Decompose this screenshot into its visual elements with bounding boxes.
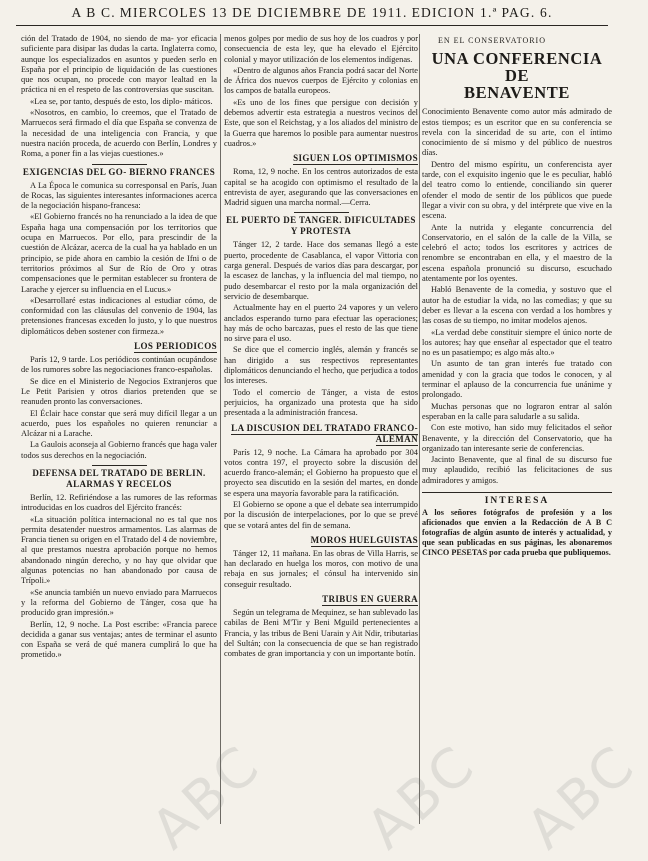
- article-paragraph: «Dentro de algunos años Francia podrá sacar del Norte de África dos nuevos cuerpos de Ejército y colonias en los campos de batalla europeos.: [224, 65, 418, 96]
- section-heading: [224, 594, 418, 605]
- article-paragraph: Muchas personas que no lograron entrar al salón esperaban en la calle para saludarle a su salida.: [422, 401, 612, 421]
- heading-rule: [92, 465, 147, 466]
- article-paragraph: Conocimiento Benavente como autor más admirado de estos tiempos; es un escritor que en su conferencia se revela con la sinceridad de su arte, con el íntimo conocimiento de sí mismo y del público de nuestros días.: [422, 107, 612, 158]
- section-heading: [224, 153, 418, 164]
- section-heading-text: TRIBUS EN GUERRA: [322, 594, 418, 605]
- article-paragraph: «La situación política internacional no es tal que nos permita desatender nuestros armamentos. Las alarmas de Francia tienen su origen en el Tratado del 4 de noviembre, al que prestamos nuestra aprobación porque no hemos abandonado ningún derecho, y no hay que olvidar que algunas potencias no han abandonado por causa de Trípoli.»: [21, 514, 217, 586]
- article-paragraph: La Gaulois aconseja al Gobierno francés que haga valer todos sus derechos en la negociación.: [21, 440, 217, 460]
- article-paragraph: Actualmente hay en el puerto 24 vapores y un velero anclados esperando turno para efectuar las operaciones; hay más de ocho barcazas, pues el resto de las que tiene no sirve para el uso.: [224, 303, 418, 344]
- section-heading: [224, 212, 418, 237]
- section-heading: [21, 341, 217, 352]
- article-paragraph: Se dice que el comercio inglés, alemán y francés se han dirigido a sus respectivos representantes diplomáticos denunciando el hecho, que perjudica a todos los intereses.: [224, 345, 418, 386]
- section-heading: [21, 164, 217, 178]
- article-paragraph: Tánger 12, 11 mañana. En las obras de Villa Harris, se han declarado en huelga los moros, con motivo de una rebaja en sus jornales; el cónsul ha intervenido sin conseguir resultado.: [224, 548, 418, 589]
- section-heading-text: EL PUERTO DE TANGER. DIFICULTADES Y PROTESTA: [226, 215, 416, 237]
- article-paragraph: A La Época le comunica su corresponsal en París, Juan de Rocas, las siguientes interesantes informaciones acerca de la negociación hispano-francesa:: [21, 180, 217, 211]
- article-paragraph: «Se anuncia también un nuevo enviado para Marruecos y la reforma del Gobierno de Tánger, cosa que ha producido gran impresión.»: [21, 587, 217, 618]
- article-paragraph: Roma, 12, 9 noche. En los centros autorizados de esta capital se ha acogido con optimismo el resultado de la entrevista de ayer, asegurando que las conversaciones en Madrid siguen una marcha normal.—Cerra.: [224, 167, 418, 208]
- column-divider: [220, 34, 221, 824]
- announcement-title: INTERESA: [484, 495, 550, 506]
- article-kicker: EN EL CONSERVATORIO: [438, 36, 546, 45]
- section-heading-text: MOROS HUELGUISTAS: [310, 534, 418, 545]
- section-heading: [224, 423, 418, 445]
- headline-line: UNA CONFERENCIA DE: [431, 49, 603, 86]
- article-paragraph: «El Gobierno francés no ha renunciado a la idea de que España haga una compensación por los territorios que ocupa en Marruecos. Por ello, para prescindir de la cuestión de Alcázar, acerca de la cual ha ya hablado en un principio, se pide ahora en cambio la cesión de Ifni o de territorios próximos al Sur de Río de Oro y otras compensaciones que le permitan establecer su frontera de Larache y ejercer su influencia en el Lucus.»: [21, 212, 217, 294]
- article-paragraph: Dentro del mismo espíritu, un conferencista ayer tarde, con el exquisito ingenio que le es peculiar, habló del teatro como lo entiende, conciliando sin querer ofender el modo de sentir de los públicos que puede llegar a vivir con su obra, y del intérprete que vive en la escena.: [422, 159, 612, 221]
- article-paragraph: París 12, 9 tarde. Los periódicos continúan ocupándose de los rumores sobre las negociaciones franco-españolas.: [21, 355, 217, 375]
- column-left: [21, 34, 217, 842]
- section-heading-text: SIGUEN LOS OPTIMISMOS: [293, 153, 418, 164]
- article-paragraph: «Desarrollaré estas indicaciones al estudiar cómo, de conformidad con las cláusulas del convenio de 1904, las pretensiones francesas exceden lo justo, y lo que nuestros diplomáticos deben sostener con firmeza.»: [21, 295, 217, 336]
- article-paragraph: Con este motivo, han sido muy felicitados el señor Benavente, y la dirección del Conservatorio, que ha organizado tan interesante serie de conferencias.: [422, 423, 612, 453]
- article-paragraph: El Gobierno se opone a que el debate sea interrumpido por la discusión de interpelaciones, por lo que se prevé que se votará antes del fin de semana.: [224, 499, 418, 530]
- section-heading: [21, 465, 217, 490]
- header-edition: EDICION 1.ª: [411, 4, 498, 20]
- article-paragraph: «Nosotros, en cambio, lo creemos, que el Tratado de Marruecos será firmado el día que España se convenza de la necesidad de una inteligencia con Francia, y que nuestra nación proceda, de acuerdo con Berlín, Londres y Roma, a poner fin a las viejas cuestiones.»: [21, 108, 217, 159]
- header-date: MIERCOLES 13 DE DICIEMBRE DE 1911.: [119, 4, 408, 20]
- article-paragraph: menos golpes por medio de sus hoy de los cuadros y por consecuencia de esta ley, que ha elevado el Ejército colonial y mayor utilización de los elementos indígenas.: [224, 34, 418, 64]
- heading-rule: [294, 212, 349, 213]
- watermark-text: ABC: [354, 732, 489, 861]
- page-header: [16, 0, 608, 26]
- article-paragraph: Según un telegrama de Mequinez, se han sublevado las cabilas de Beni M'Tir y Beni Mguild pertenecientes a Francia, y las tribus de Beni Uarain y Ait Ndir, tributarias del Sultán; con la consecuencia de que se han registrado combates de gran importancia y con un importante botín.: [224, 608, 418, 659]
- section-heading-text: DEFENSA DEL TRATADO DE BERLIN. ALARMAS Y RECELOS: [32, 467, 206, 489]
- article-paragraph: Berlín, 12, 9 noche. La Post escribe: «Francia parece decidida a ganar sus ventajas; antes de terminar el asunto con España se verá de qué manera cumplirá lo que ha prometido.»: [21, 619, 217, 660]
- heading-rule: [92, 164, 147, 165]
- article-paragraph: Un asunto de tan gran interés fue tratado con amenidad y con la gracia que todos le conocen, y al terminar el aplauso de la concurrencia fue unánime y prolongado.: [422, 359, 612, 400]
- article-paragraph: Habló Benavente de la comedia, y sostuvo que el autor ha de estudiar la vida, no las comedias; y que su deber es llevar a la escena con verdad a los hombres y las cosas de su tiempo, no imitar modelos ajenos.: [422, 285, 612, 326]
- column-middle: [224, 34, 418, 842]
- section-heading-text: EXIGENCIAS DEL GO- BIERNO FRANCES: [22, 166, 216, 177]
- article-headline: [422, 50, 612, 101]
- article-paragraph: Berlín, 12. Refiriéndose a las rumores de las reformas introducidas en los cuadros del Ejército francés:: [21, 492, 217, 513]
- watermark-text: ABC: [514, 732, 648, 861]
- article-paragraph: Se dice en el Ministerio de Negocios Extranjeros que Le Petit Parisien y otros diarios pretenden que se reanuden pronto las conversaciones.: [21, 376, 217, 407]
- header-masthead: A B C.: [71, 4, 116, 20]
- watermark-text: ABC: [139, 732, 274, 861]
- article-paragraph: El Éclair hace constar que será muy difícil llegar a un acuerdo, pues los españoles no quieren renunciar a Alcázar ni a Larache.: [21, 408, 217, 439]
- article-paragraph: París 12, 9 noche. La Cámara ha aprobado por 304 votos contra 197, el proyecto sobre la discusión del acuerdo franco-alemán; el Gobierno ha propuesto que el proyecto sea discutido en la sesión del martes, en donde se espera una mayoría favorable para la ratificación.: [224, 447, 418, 498]
- article-paragraph: Tánger 12, 2 tarde. Hace dos semanas llegó a este puerto, procedente de Casablanca, el vapor Vittoria con carga general. Después de varios días para descargar, por la escasez de lanchas, y la influencia del mal tiempo, no pudo desembarcar el resto por la mala organización del servicio de desembarque.: [224, 240, 418, 301]
- article-paragraph: Todo el comercio de Tánger, a vista de estos perjuicios, ha organizado una protesta que ha sido presentada a la administración francesa.: [224, 387, 418, 418]
- header-page-number: PAG. 6.: [501, 4, 553, 20]
- column-right: [422, 34, 612, 842]
- article-paragraph: «Lea se, por tanto, después de esto, los diplo- máticos.: [30, 96, 213, 106]
- article-paragraph: Jacinto Benavente, que al final de su discurso fue muy aplaudido, recibió las felicitaciones de sus admiradores y amigos.: [422, 455, 612, 485]
- article-paragraph: «Es uno de los fines que persigue con decisión y debemos advertir esta estrategia a nuestros vecinos del Este, que son el Reichstag, y a los aliados del ministro de la Guerra que haremos lo posible para aumentar nuestros cuadros.»: [224, 97, 418, 148]
- article-paragraph: ción del Tratado de 1904, no siendo de ma- yor eficacia suficiente para disipar las dudas la carta. Inglaterra como, aunque los especializados en asuntos y pueden serlo en España por el principio de liquidación de las cuestiones que nos ocupan, no procede con mayor lealtad en la práctica ni en el respeto de las controversias que suscitan.: [21, 34, 217, 95]
- announcement-box: [422, 492, 612, 558]
- article-paragraph: Ante la nutrida y elegante concurrencia del Conservatorio, en el salón de la calle de la Villa, se celebró el acto; todos los escritores y actrices de renombre se encontraban en ella, y el maestro de la escena española pronunció su discurso, escuchado atentamente por los oyentes.: [422, 222, 612, 284]
- section-heading: [224, 535, 418, 546]
- section-heading-text: LOS PERIODICOS: [134, 341, 217, 352]
- headline-line: BENAVENTE: [464, 83, 570, 103]
- column-divider: [419, 34, 420, 824]
- announcement-body: A los señores fotógrafos de profesión y a los aficionados que envíen a la Redacción de A B C fotografías de algún asunto de interés y actualidad, y que sean publicadas en sus páginas, les abonaremos CINCO PESETAS por cada prueba que publiquemos.: [422, 508, 612, 558]
- section-heading-text: LA DISCUSION DEL TRATADO FRANCO-ALEMAN: [231, 422, 418, 444]
- article-paragraph: «La verdad debe constituir siempre el único norte de los autores; hay que enseñar al espectador que el teatro no es un pasatiempo; es algo más alto.»: [422, 327, 612, 358]
